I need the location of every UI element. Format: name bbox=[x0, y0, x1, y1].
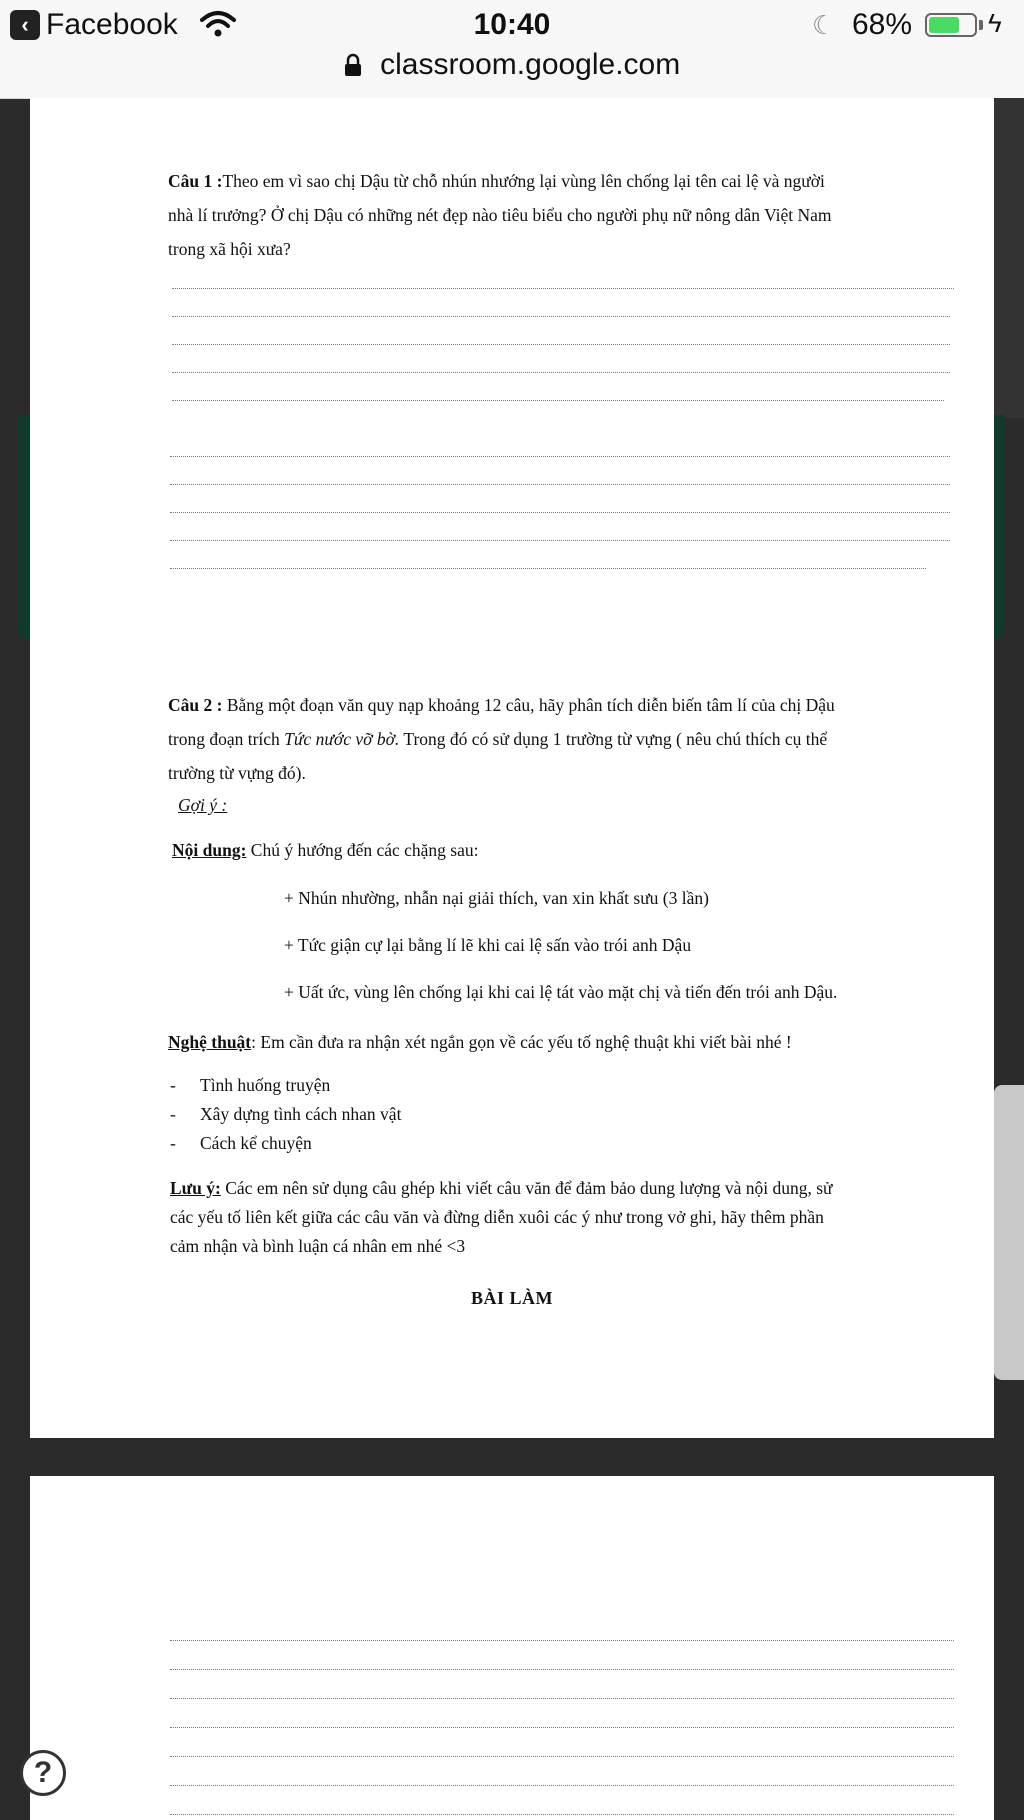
stage-item: + Tức giận cự lại bằng lí lẽ khi cai lệ sấn vào trói anh Dậu bbox=[284, 935, 692, 955]
help-question-icon: ? bbox=[33, 1756, 53, 1789]
do-not-disturb-moon-icon: ☾ bbox=[812, 10, 836, 40]
question-1-label: Câu 1 : bbox=[168, 171, 223, 191]
url-domain: classroom.google.com bbox=[380, 48, 681, 81]
url-bar[interactable] bbox=[0, 48, 1024, 82]
answer-line bbox=[172, 316, 950, 317]
answer-title: BÀI LÀM bbox=[470, 1288, 553, 1308]
question-1-line-2: nhà lí trưởng? Ở chị Dậu có những nét đẹp nào tiêu biểu cho người phụ nữ nông dân Việt Nam bbox=[168, 205, 832, 225]
back-arrow-icon: ‹ bbox=[10, 10, 40, 40]
question-2 bbox=[168, 688, 958, 790]
status-bar bbox=[0, 0, 1024, 52]
note-line-3: cảm nhận và bình luận cá nhân em nhé <3 bbox=[170, 1236, 466, 1256]
question-1-line-1: Câu 1 :Theo em vì sao chị Dậu từ chỗ nhún nhướng lại vùng lên chống lại tên cai lệ và người bbox=[168, 171, 825, 191]
back-app-label: Facebook bbox=[46, 8, 178, 41]
answer-line bbox=[170, 456, 950, 457]
answer-line bbox=[170, 1698, 954, 1699]
art-label: Nghệ thuật bbox=[168, 1032, 252, 1052]
stage-item: + Nhún nhường, nhẫn nại giải thích, van xin khất sưu (3 lần) bbox=[284, 888, 709, 908]
question-1 bbox=[168, 164, 958, 266]
question-2-label: Câu 2 : bbox=[168, 695, 223, 715]
document-page-1 bbox=[30, 98, 994, 1438]
answer-line bbox=[170, 512, 950, 513]
content-heading: Nội dung: Chú ý hướng đến các chặng sau: bbox=[172, 840, 479, 860]
question-2-line-3: trường từ vựng đó). bbox=[168, 763, 306, 783]
answer-line bbox=[172, 372, 950, 373]
clock: 10:40 bbox=[473, 8, 551, 41]
art-list-item: - Xây dựng tình cách nhan vật bbox=[170, 1104, 402, 1124]
answer-line bbox=[170, 1727, 954, 1728]
help-button[interactable] bbox=[20, 1750, 66, 1796]
stage-item: + Uất ức, vùng lên chống lại khi cai lệ tát vào mặt chị và tiến đến trói anh Dậu. bbox=[284, 982, 838, 1002]
hint-heading: Gợi ý : bbox=[178, 795, 228, 815]
question-2-line-2: trong đoạn trích Tức nước vỡ bờ. Trong đó có sử dụng 1 trường từ vựng ( nêu chú thích cụ thể bbox=[168, 729, 828, 749]
background-panel bbox=[990, 98, 1024, 418]
art-heading: Nghệ thuật: Em cần đưa ra nhận xét ngắn gọn về các yếu tố nghệ thuật khi viết bài nhé ! bbox=[168, 1032, 792, 1052]
answer-line bbox=[170, 1785, 954, 1786]
lock-icon bbox=[344, 53, 362, 77]
answer-line bbox=[170, 540, 950, 541]
battery-icon bbox=[925, 13, 977, 37]
answer-line bbox=[170, 568, 926, 569]
answer-line bbox=[170, 1669, 954, 1670]
answer-line bbox=[172, 400, 944, 401]
answer-line bbox=[172, 288, 954, 289]
note-line-2: các yếu tố liên kết giữa các câu văn và đừng diễn xuôi các ý như trong vở ghi, hãy thêm phần bbox=[170, 1207, 824, 1227]
document-page-2 bbox=[30, 1476, 994, 1820]
note-line-1: Lưu ý: Các em nên sử dụng câu ghép khi viết câu văn để đảm bảo dung lượng và nội dung, sử bbox=[170, 1178, 833, 1198]
answer-line bbox=[170, 484, 950, 485]
battery-level-fill bbox=[929, 17, 959, 33]
content-label: Nội dung: bbox=[172, 840, 247, 860]
answer-line bbox=[170, 1640, 954, 1641]
art-list-item: - Tình huống truyện bbox=[170, 1075, 331, 1095]
scrollbar[interactable] bbox=[994, 1085, 1024, 1380]
note-paragraph bbox=[170, 1174, 960, 1261]
charging-bolt-icon: ϟ bbox=[988, 8, 1002, 38]
answer-line bbox=[172, 344, 950, 345]
battery-percentage: 68% bbox=[852, 8, 913, 41]
question-2-line-1: Câu 2 : Bằng một đoạn văn quy nạp khoảng 12 câu, hãy phân tích diễn biến tâm lí của chị Dậu bbox=[168, 695, 835, 715]
question-1-line-3: trong xã hội xưa? bbox=[168, 239, 291, 259]
browser-top-bar bbox=[0, 0, 1024, 99]
answer-line bbox=[170, 1756, 954, 1757]
note-label: Lưu ý: bbox=[170, 1178, 221, 1198]
answer-line bbox=[170, 1814, 954, 1815]
art-list-item: - Cách kể chuyện bbox=[170, 1133, 312, 1153]
battery-tip bbox=[979, 20, 983, 30]
